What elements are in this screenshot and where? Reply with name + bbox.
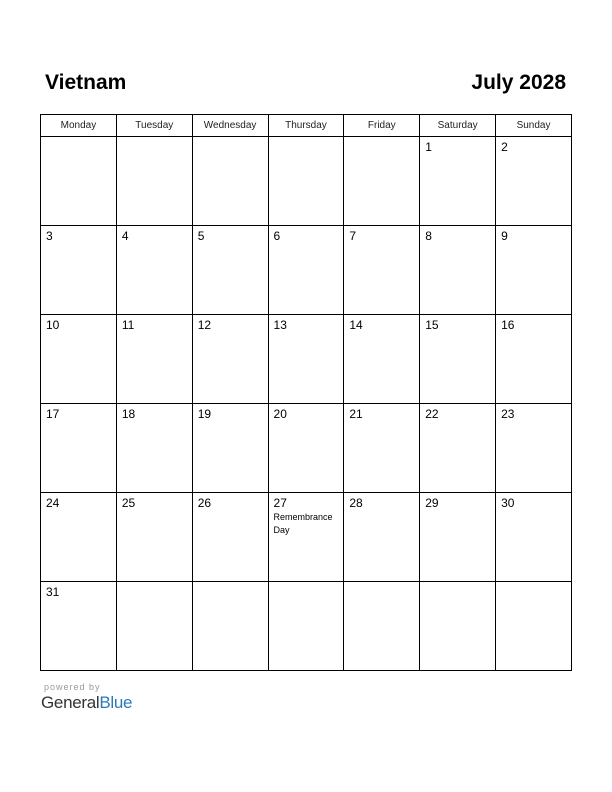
day-number bbox=[193, 137, 268, 140]
day-cell bbox=[268, 137, 344, 226]
day-number: 31 bbox=[46, 585, 60, 599]
day-cell bbox=[496, 137, 572, 226]
weekday-header-row bbox=[41, 115, 572, 137]
week-row bbox=[41, 226, 572, 315]
day-number: 17 bbox=[46, 407, 60, 421]
day-cell bbox=[496, 582, 572, 671]
weekday-header: Thursday bbox=[268, 115, 344, 137]
weekday-header: Friday bbox=[344, 115, 420, 137]
day-number bbox=[269, 137, 344, 140]
week-row bbox=[41, 404, 572, 493]
day-cell bbox=[496, 404, 572, 493]
day-cell bbox=[344, 226, 420, 315]
week-row bbox=[41, 137, 572, 226]
day-number: 6 bbox=[273, 229, 281, 243]
day-number: 7 bbox=[349, 229, 357, 243]
day-cell bbox=[344, 137, 420, 226]
day-number bbox=[496, 582, 571, 585]
day-cell bbox=[344, 315, 420, 404]
country-title: Vietnam bbox=[45, 71, 127, 94]
day-cell bbox=[192, 404, 268, 493]
day-cell bbox=[192, 226, 268, 315]
weekday-header: Monday bbox=[41, 115, 117, 137]
day-cell bbox=[192, 493, 268, 582]
day-number: 13 bbox=[273, 318, 287, 332]
day-number bbox=[117, 137, 192, 140]
day-number: 23 bbox=[501, 407, 515, 421]
weekday-header: Wednesday bbox=[192, 115, 268, 137]
brand-name-part1: General bbox=[41, 693, 100, 712]
generalblue-logo-link[interactable] bbox=[41, 693, 132, 713]
day-cell bbox=[192, 315, 268, 404]
day-number: 16 bbox=[501, 318, 515, 332]
day-cell bbox=[268, 226, 344, 315]
day-number: 1 bbox=[425, 140, 432, 154]
day-cell bbox=[420, 315, 496, 404]
day-cell bbox=[41, 582, 117, 671]
day-number: 30 bbox=[501, 496, 515, 510]
day-number: 19 bbox=[197, 407, 212, 421]
day-cell bbox=[420, 582, 496, 671]
day-number bbox=[269, 582, 344, 585]
day-cell bbox=[344, 582, 420, 671]
week-row bbox=[41, 315, 572, 404]
calendar-grid bbox=[40, 114, 572, 671]
day-number bbox=[344, 582, 419, 585]
week-row bbox=[41, 493, 572, 582]
day-cell bbox=[344, 404, 420, 493]
day-cell bbox=[268, 493, 344, 582]
day-cell bbox=[496, 226, 572, 315]
day-cell bbox=[41, 404, 117, 493]
day-cell bbox=[344, 493, 420, 582]
day-cell bbox=[192, 582, 268, 671]
day-cell bbox=[116, 137, 192, 226]
day-cell bbox=[116, 315, 192, 404]
day-cell bbox=[268, 404, 344, 493]
day-number: 28 bbox=[349, 496, 363, 510]
day-number: 8 bbox=[425, 229, 432, 243]
day-cell bbox=[420, 226, 496, 315]
day-number: 29 bbox=[425, 496, 439, 510]
day-number: 9 bbox=[501, 229, 508, 243]
day-number: 20 bbox=[273, 407, 287, 421]
day-cell bbox=[420, 493, 496, 582]
day-cell bbox=[420, 404, 496, 493]
day-number: 15 bbox=[425, 318, 439, 332]
day-number: 26 bbox=[197, 496, 212, 510]
day-cell bbox=[116, 404, 192, 493]
weekday-header: Saturday bbox=[420, 115, 496, 137]
day-number: 12 bbox=[197, 318, 212, 332]
day-number: 14 bbox=[349, 318, 363, 332]
day-number: 22 bbox=[425, 407, 439, 421]
powered-by-text: powered by bbox=[44, 682, 101, 692]
day-cell bbox=[496, 315, 572, 404]
holiday-label: Remembrance Day bbox=[273, 512, 333, 535]
day-number: 2 bbox=[501, 140, 508, 154]
day-cell bbox=[41, 493, 117, 582]
day-number: 27 bbox=[273, 496, 287, 510]
day-cell bbox=[192, 137, 268, 226]
day-number bbox=[344, 137, 419, 140]
day-cell bbox=[116, 226, 192, 315]
weekday-header: Sunday bbox=[496, 115, 572, 137]
day-cell bbox=[116, 582, 192, 671]
day-number: 24 bbox=[46, 496, 60, 510]
day-cell bbox=[268, 582, 344, 671]
day-cell bbox=[268, 315, 344, 404]
day-cell bbox=[496, 493, 572, 582]
day-number bbox=[420, 582, 495, 585]
day-number: 5 bbox=[197, 229, 205, 243]
weekday-header: Tuesday bbox=[116, 115, 192, 137]
day-number bbox=[41, 137, 116, 140]
day-number: 21 bbox=[349, 407, 363, 421]
day-number bbox=[117, 582, 192, 585]
day-number bbox=[193, 582, 268, 585]
day-number: 25 bbox=[121, 496, 136, 510]
day-number: 4 bbox=[121, 229, 129, 243]
day-number: 3 bbox=[46, 229, 53, 243]
day-cell bbox=[41, 226, 117, 315]
month-year-title: July 2028 bbox=[471, 71, 566, 94]
brand-name-part2: Blue bbox=[99, 693, 133, 712]
day-cell bbox=[116, 493, 192, 582]
week-row bbox=[41, 582, 572, 671]
day-number: 18 bbox=[121, 407, 136, 421]
day-cell bbox=[420, 137, 496, 226]
day-cell bbox=[41, 137, 117, 226]
day-number: 11 bbox=[121, 318, 135, 332]
day-number: 10 bbox=[46, 318, 60, 332]
day-cell bbox=[41, 315, 117, 404]
